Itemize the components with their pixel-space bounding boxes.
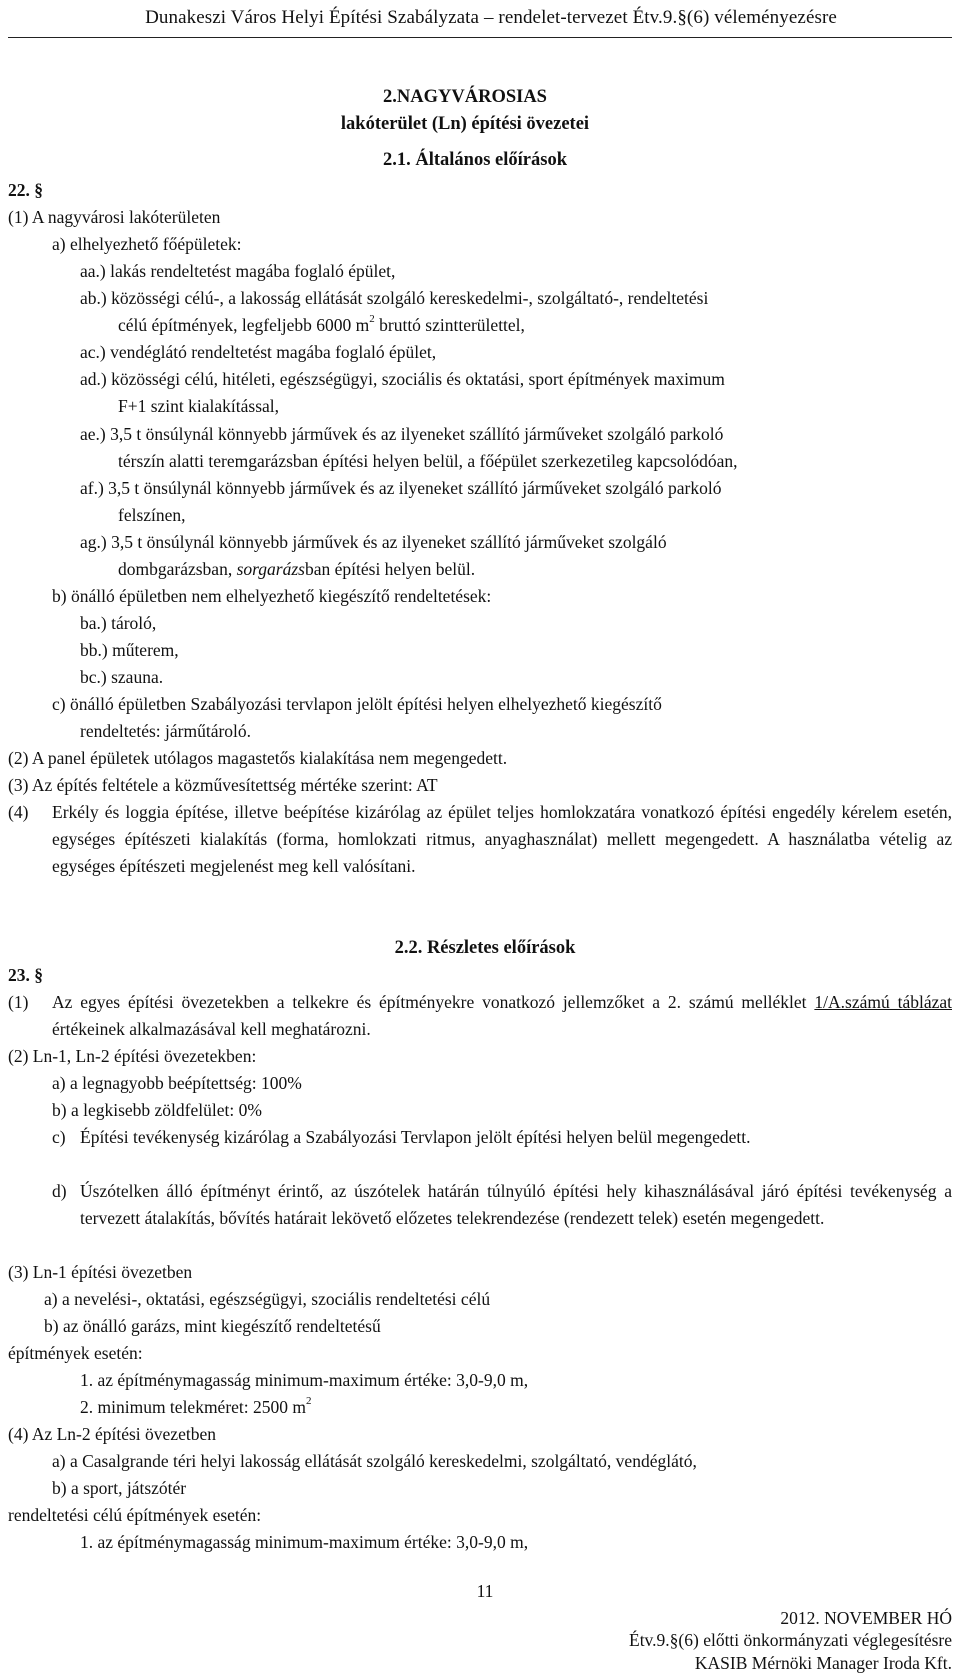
page-number: 11 — [476, 1581, 494, 1601]
p23-clause-2-a: a) a legnagyobb beépítettség: 100% — [52, 1073, 302, 1093]
p23-clause-3-b: b) az önálló garázs, mint kiegészítő rendeltetésű — [44, 1316, 381, 1336]
p23-clause-3-item-1: 1. az építménymagasság minimum-maximum értéke: 3,0-9,0 m, — [80, 1370, 529, 1390]
p22-line-a: a) elhelyezhető főépületek: — [52, 234, 242, 254]
p22-item-aa: aa.) lakás rendeltetést magába foglaló épület, — [80, 261, 396, 281]
p22-item-bb: bb.) műterem, — [80, 640, 179, 660]
p22-item-ad-1: ad.) közösségi célú, hitéleti, egészségügyi, szociális és oktatási, sport építmények maximum — [80, 369, 725, 389]
p23-clause-4: (4) Az Ln-2 építési övezetben — [8, 1424, 216, 1444]
p22-clause-4-number: (4) — [8, 802, 29, 822]
p23-clause-2-b: b) a legkisebb zöldfelület: 0% — [52, 1100, 262, 1120]
footer-date: 2012. NOVEMBER HÓ — [780, 1608, 952, 1628]
p22-clause-3: (3) Az építés feltétele a közművesítettség mértéke szerint: AT — [8, 775, 438, 795]
p23-clause-1-number: (1) — [8, 992, 29, 1012]
footer-company: KASIB Mérnöki Manager Iroda Kft. — [694, 1653, 952, 1673]
p22-clause-4-text: Erkély és loggia építése, illetve beépítése kizárólag az épület teljes homlokzatára vonatkozó építési engedély kérelem esetén, egységes építészeti kialakítás (forma, homlokzati ritmus, anyaghasználat) mellett megengedett. A használatba vételig az egységes építészeti megjelenést meg kell valósítani. — [52, 802, 952, 876]
p23-clause-4-item-1: 1. az építménymagasság minimum-maximum értéke: 3,0-9,0 m, — [80, 1532, 529, 1552]
chapter-subtitle: lakóterület (Ln) építési övezetei — [340, 114, 590, 134]
p22-line-c-2: rendeltetés: járműtároló. — [80, 721, 252, 741]
p22-item-bc: bc.) szauna. — [80, 667, 164, 687]
p22-line-b: b) önálló épületben nem elhelyezhető kiegészítő rendeltetések: — [52, 586, 492, 606]
p22-item-ba: ba.) tároló, — [80, 613, 157, 633]
p22-item-ab-1: ab.) közösségi célú-, a lakosság ellátását szolgáló kereskedelmi-, szolgáltató-, rendeltetési — [80, 288, 709, 308]
p22-item-af-1: af.) 3,5 t önsúlynál könnyebb járművek és az ilyeneket szállító járműveket szolgáló parkoló — [80, 478, 722, 498]
p22-item-ae-1: ae.) 3,5 t önsúlynál könnyebb járművek és az ilyeneket szállító járműveket szolgáló parkoló — [80, 424, 724, 444]
section-heading-detailed: 2.2. Részletes előírások — [394, 938, 576, 958]
p23-clause-3: (3) Ln-1 építési övezetben — [8, 1262, 193, 1282]
p22-item-ac: ac.) vendéglátó rendeltetést magába foglaló épület, — [80, 342, 437, 362]
paragraph-number-22: 22. § — [8, 180, 43, 200]
document-header: Dunakeszi Város Helyi Építési Szabályzata – rendelet-tervezet Étv.9.§(6) véleményezésre — [145, 7, 837, 28]
paragraph-number-23: 23. § — [8, 965, 43, 985]
p22-item-ab-2: célú építmények, legfeljebb 6000 $m^2$ bruttó szintterülettel, — [118, 313, 525, 335]
p23-clause-2-d-text: Úszótelken álló építményt érintő, az úszótelek határán túlnyúló építési hely kihasználásával járó építési tevékenység a tervezett átalakítás, bővítés határait lekövető előzetes telekrendezése (rendezett telek) esetén megengedett. — [80, 1181, 952, 1228]
p23-clause-4-b: b) a sport, játszótér — [52, 1478, 187, 1498]
p23-clause-2: (2) Ln-1, Ln-2 építési övezetekben: — [8, 1046, 257, 1066]
p22-item-ag-1: ag.) 3,5 t önsúlynál könnyebb járművek és az ilyeneket szállító járműveket szolgáló — [80, 532, 667, 552]
p23-clause-2-c-text: Építési tevékenység kizárólag a Szabályozási Tervlapon jelölt építési helyen belül megengedett. — [80, 1127, 751, 1147]
p23-clause-3-tail: építmények esetén: — [8, 1343, 143, 1363]
p23-clause-3-a: a) a nevelési-, oktatási, egészségügyi, szociális rendeltetési célú — [44, 1289, 491, 1309]
p22-item-ad-2: F+1 szint kialakítással, — [118, 396, 280, 416]
p22-line-c-1: c) önálló épületben Szabályozási tervlapon jelölt építési helyen elhelyezhető kiegészítő — [52, 694, 662, 714]
footer-status: Étv.9.§(6) előtti önkormányzati véglegesítésre — [629, 1630, 952, 1650]
p22-clause-2: (2) A panel épületek utólagos magastetős kialakítása nem megengedett. — [8, 748, 508, 768]
table-reference-link[interactable]: 1/A.számú táblázat — [814, 992, 952, 1012]
p23-clause-4-a: a) a Casalgrande téri helyi lakosság ellátását szolgáló kereskedelmi, szolgáltató, vendéglátó, — [52, 1451, 697, 1471]
p23-clause-1-text: Az egyes építési övezetekben a telkekre és építményekre vonatkozó jellemzőket a 2. számú melléklet 1/A.számú táblázat értékeinek alkalmazásával kell meghatározni. — [52, 992, 952, 1039]
p22-item-af-2: felszínen, — [118, 505, 186, 525]
p22-line-1: (1) A nagyvárosi lakóterületen — [8, 207, 221, 227]
section-heading-general: 2.1. Általános előírások — [383, 150, 567, 170]
p23-clause-2-d-label: d) — [52, 1181, 67, 1201]
p23-clause-2-c-label: c) — [52, 1127, 66, 1147]
p22-item-ae-2: térszín alatti teremgarázsban építési helyen belül, a főépület szerkezetileg kapcsolódóan, — [118, 451, 738, 471]
p23-clause-4-tail: rendeltetési célú építmények esetén: — [8, 1505, 262, 1525]
p23-clause-3-item-2: 2. minimum telekméret: 2500 $m^2$ — [80, 1395, 312, 1417]
chapter-title: 2.NAGYVÁROSIAS — [383, 87, 547, 107]
header-rule — [8, 37, 952, 38]
p22-item-ag-2: dombgarázsban, sorgarázsban építési helyen belül. — [118, 559, 476, 579]
